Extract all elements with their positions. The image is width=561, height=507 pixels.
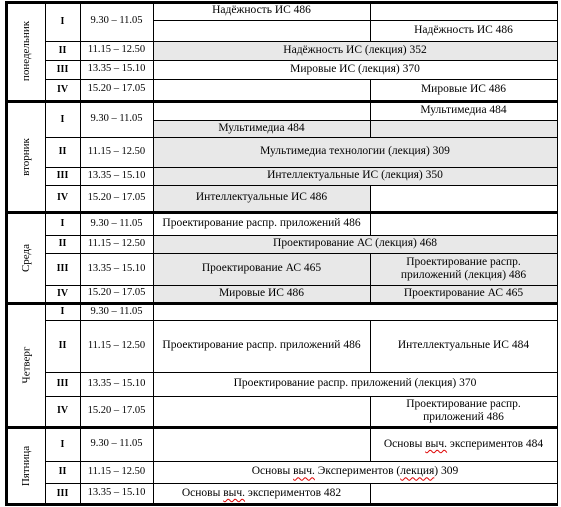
period-number: II: [58, 340, 67, 352]
period-time: 9.30 – 11.05: [90, 305, 143, 317]
period-number: III: [56, 487, 69, 499]
class-cell: Интеллектуальные ИС 484: [397, 339, 530, 352]
period-number: II: [58, 44, 67, 56]
day-label-tuesday: вторник: [19, 137, 32, 176]
period-number: I: [60, 113, 65, 125]
class-cell: Мультимедиа технологии (лекция) 309: [260, 145, 450, 158]
row-line: [45, 285, 557, 286]
class-cell: Проектирование распр. приложений 486: [162, 217, 361, 230]
day-label-wednesday: Среда: [20, 243, 32, 272]
period-number: III: [56, 63, 69, 75]
row-line: [45, 79, 557, 80]
row-line: [45, 235, 557, 236]
column-line: [370, 79, 371, 100]
period-number: I: [60, 218, 65, 230]
row-line: [45, 461, 557, 462]
class-cell: Мировые ИС 486: [218, 286, 305, 299]
row-line: [45, 320, 557, 321]
class-cell: Проектирование АС 465: [201, 262, 322, 275]
period-number: I: [60, 306, 65, 318]
row-line: [45, 137, 557, 138]
table-border: [557, 1, 558, 506]
class-cell: Мировые ИС (лекция) 370: [290, 62, 420, 75]
table-border: [5, 1, 558, 4]
period-number: I: [60, 438, 65, 450]
period-number: III: [56, 378, 69, 390]
tuesday-p1-right-bg: [370, 120, 557, 137]
period-number: II: [58, 146, 67, 158]
period-time: 15.20 – 17.05: [87, 191, 146, 203]
class-cell: Проектирование распр. приложений 486: [162, 339, 361, 352]
column-line: [370, 213, 371, 235]
class-cell: Проектирование распр. приложений (лекция) 370: [233, 377, 477, 390]
class-cell: Проектирование АС (лекция) 468: [273, 237, 437, 250]
period-time: 15.20 – 17.05: [87, 404, 146, 416]
period-time: 15.20 – 17.05: [87, 83, 146, 95]
period-number: III: [56, 170, 69, 182]
period-number: IV: [56, 405, 69, 417]
period-time: 13.35 – 15.10: [87, 262, 146, 274]
class-cell: Интеллектуальные ИС (лекция) 350: [267, 169, 443, 182]
period-time: 13.35 – 15.10: [87, 377, 146, 389]
day-label-monday: понедельник: [20, 20, 32, 82]
row-line: [45, 60, 557, 61]
class-cell: Проектирование распр. приложений (лекция) 486: [400, 255, 527, 281]
day-separator: [5, 100, 558, 103]
period-time: 9.30 – 11.05: [90, 438, 143, 450]
period-number: II: [58, 238, 67, 250]
column-line: [370, 185, 371, 211]
period-number: IV: [56, 192, 69, 204]
row-line: [45, 483, 557, 484]
column-line: [370, 1, 371, 41]
column-line: [370, 428, 371, 461]
period-number: II: [58, 466, 67, 478]
column-line: [370, 483, 371, 504]
class-cell: Интеллектуальные ИС 486: [195, 191, 328, 204]
row-line: [45, 396, 557, 397]
period-number: IV: [56, 83, 69, 95]
day-separator: [5, 426, 558, 429]
table-border: [5, 1, 8, 506]
class-cell: Надёжность ИС 486: [414, 23, 513, 36]
day-label-friday: Пятница: [20, 445, 33, 487]
class-cell: Надёжность ИС 486: [212, 4, 311, 17]
row-line: [45, 253, 557, 254]
row-line: [45, 41, 557, 42]
column-line: [370, 320, 371, 372]
period-time: 13.35 – 15.10: [87, 63, 146, 75]
period-time: 9.30 – 11.05: [90, 217, 143, 229]
class-cell: Проектирование АС 465: [403, 286, 524, 299]
period-time: 15.20 – 17.05: [87, 287, 146, 299]
period-number: I: [60, 15, 65, 27]
day-separator: [5, 302, 558, 305]
class-cell: Мировые ИС 486: [420, 82, 507, 95]
period-number: IV: [56, 287, 69, 299]
class-cell: Основы выч. экспериментов 484: [383, 437, 544, 450]
row-line: [45, 185, 557, 186]
period-time: 11.15 – 12.50: [87, 465, 146, 477]
class-cell: Надёжность ИС (лекция) 352: [283, 43, 427, 56]
day-label-thursday: Четверг: [20, 346, 32, 384]
class-cell: Проектирование распр. приложений 486: [406, 397, 521, 423]
period-time: 11.15 – 12.50: [87, 44, 146, 56]
day-separator: [5, 211, 558, 214]
row-line: [45, 372, 557, 373]
column-line: [370, 253, 371, 302]
class-cell: Мультимедиа 484: [420, 104, 507, 117]
class-cell: Основы выч. Экспериментов ( лекция ) 309: [251, 465, 459, 478]
period-number: III: [56, 263, 69, 275]
class-cell: Мультимедиа 484: [218, 122, 305, 135]
period-time: 11.15 – 12.50: [87, 339, 146, 351]
period-time: 9.30 – 11.05: [90, 113, 143, 125]
period-time: 11.15 – 12.50: [87, 145, 146, 157]
period-time: 11.15 – 12.50: [87, 237, 146, 249]
table-border: [5, 503, 558, 506]
period-time: 9.30 – 11.05: [90, 15, 143, 27]
period-time: 13.35 – 15.10: [87, 487, 146, 499]
class-cell: Основы выч. экспериментов 482: [181, 486, 342, 499]
row-line: [153, 120, 557, 121]
column-line: [370, 396, 371, 426]
period-time: 13.35 – 15.10: [87, 169, 146, 181]
column-line: [370, 102, 371, 137]
row-line: [153, 20, 557, 21]
row-line: [45, 167, 557, 168]
